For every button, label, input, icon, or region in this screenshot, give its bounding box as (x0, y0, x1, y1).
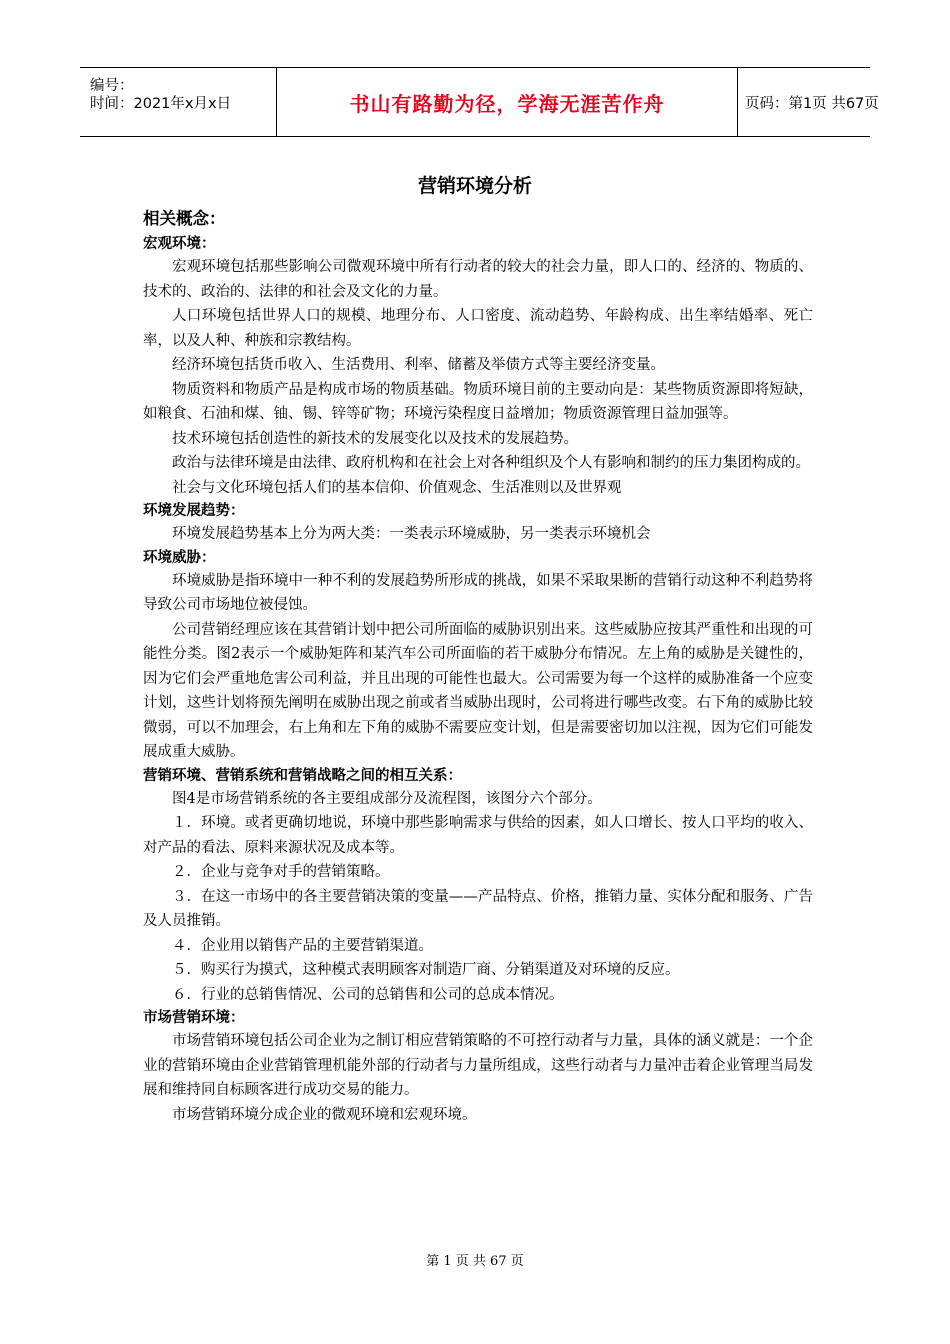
heading-trend: 环境发展趋势： (143, 503, 245, 519)
paragraph: 市场营销环境分成企业的微观环境和宏观环境。 (172, 1106, 477, 1123)
paragraph: 物质资料和物质产品是构成市场的物质基础。物质环境目前的主要动向是：某些物质资源即将短缺，如粮食、石油和煤、铀、锡、锌等矿物；环境污染程度日益增加；物质资源管理日益加强等。 (143, 381, 813, 422)
paragraph: 人口环境包括世界人口的规模、地理分布、人口密度、流动趋势、年龄构成、出生率结婚率、死亡率，以及人种、种族和宗教结构。 (143, 308, 813, 349)
heading-market: 市场营销环境： (143, 1010, 245, 1026)
paragraph: 社会与文化环境包括人们的基本信仰、价值观念、生活准则以及世界观 (172, 479, 622, 496)
list-item: １．环境。或者更确切地说，环境中那些影响需求与供给的因素，如人口增长、按人口平均的收入、对产品的看法、原料来源状况及成本等。 (143, 815, 813, 856)
document-title: 营销环境分析 (417, 175, 532, 197)
paragraph: 宏观环境包括那些影响公司微观环境中所有行动者的较大的社会力量，即人口的、经济的、物质的、技术的、政治的、法律的和社会及文化的力量。 (143, 259, 813, 300)
paragraph: 环境威胁是指环境中一种不利的发展趋势所形成的挑战，如果不采取果断的营销行动这种不利趋势将导致公司市场地位被侵蚀。 (143, 572, 813, 613)
header-page-info: 页码：第1页 共67页 (745, 95, 879, 112)
paragraph: 经济环境包括货币收入、生活费用、利率、储蓄及举债方式等主要经济变量。 (172, 357, 665, 373)
doc-code-label: 编号： (90, 78, 134, 94)
paragraph: 图4是市场营销系统的各主要组成部分及流程图，该图分六个部分。 (172, 790, 602, 807)
list-item: ２．企业与竞争对手的营销策略。 (172, 864, 390, 880)
paragraph: 公司营销经理应该在其营销计划中把公司所面临的威胁识别出来。这些威胁应按其严重性和出现的可能性分类。图2表示一个威胁矩阵和某汽车公司所面临的若干威胁分布情况。左上角的威胁是关键性的，因为它们会严重地危害公司利益，并且出现的可能性也最大。公司需要为每一个这样的威胁准备一个应变计划，这些计划将预先阐明在威胁出现之前或者当威胁出现时，公司将进行哪些改变。右下角的威胁比较微弱，可以不加理会，右上角和左下角的威胁不需要应变计划，但是需要密切加以注视，因为它们可能发展成重大威胁。 (143, 621, 813, 760)
paragraph: 环境发展趋势基本上分为两大类：一类表示环境威胁，另一类表示环境机会 (172, 526, 651, 542)
paragraph: 市场营销环境包括公司企业为之制订相应营销策略的不可控行动者与力量，具体的涵义就是：一个企业的营销环境由企业营销管理机能外部的行动者与力量所组成，这些行动者与力量冲击着企业管理当局发展和维持同自标顾客进行成功交易的能力。 (143, 1033, 813, 1098)
page-footer: 第 1 页 共 67 页 (426, 1254, 524, 1269)
header-motto-cell (276, 68, 738, 136)
list-item: ４．企业用以销售产品的主要营销渠道。 (172, 937, 433, 954)
heading-threat: 环境威胁： (143, 549, 216, 566)
paragraph: 政治与法律环境是由法律、政府机构和在社会上对各种组织及个人有影响和制约的压力集团构成的。 (172, 455, 810, 471)
doc-date: 时间：2021年x月x日 (90, 96, 232, 112)
list-item: ６．行业的总销售情况、公司的总销售和公司的总成本情况。 (172, 986, 564, 1003)
paragraph: 技术环境包括创造性的新技术的发展变化以及技术的发展趋势。 (172, 430, 578, 447)
heading-macro: 宏观环境： (143, 236, 216, 252)
page-header (80, 67, 879, 137)
heading-relation: 营销环境、营销系统和营销战略之间的相互关系： (143, 767, 462, 784)
list-item: ３．在这一市场中的各主要营销决策的变量——产品特点、价格，推销力量、实体分配和服务、广告及人员推销。 (143, 888, 813, 929)
header-left-cell (80, 68, 276, 136)
header-motto: 书山有路勤为径，学海无涯苦作舟 (349, 91, 665, 116)
heading-concepts: 相关概念： (143, 209, 226, 228)
document-body (143, 204, 813, 1127)
list-item: ５．购买行为摸式，这种模式表明顾客对制造厂商、分销渠道及对环境的反应。 (172, 962, 680, 978)
